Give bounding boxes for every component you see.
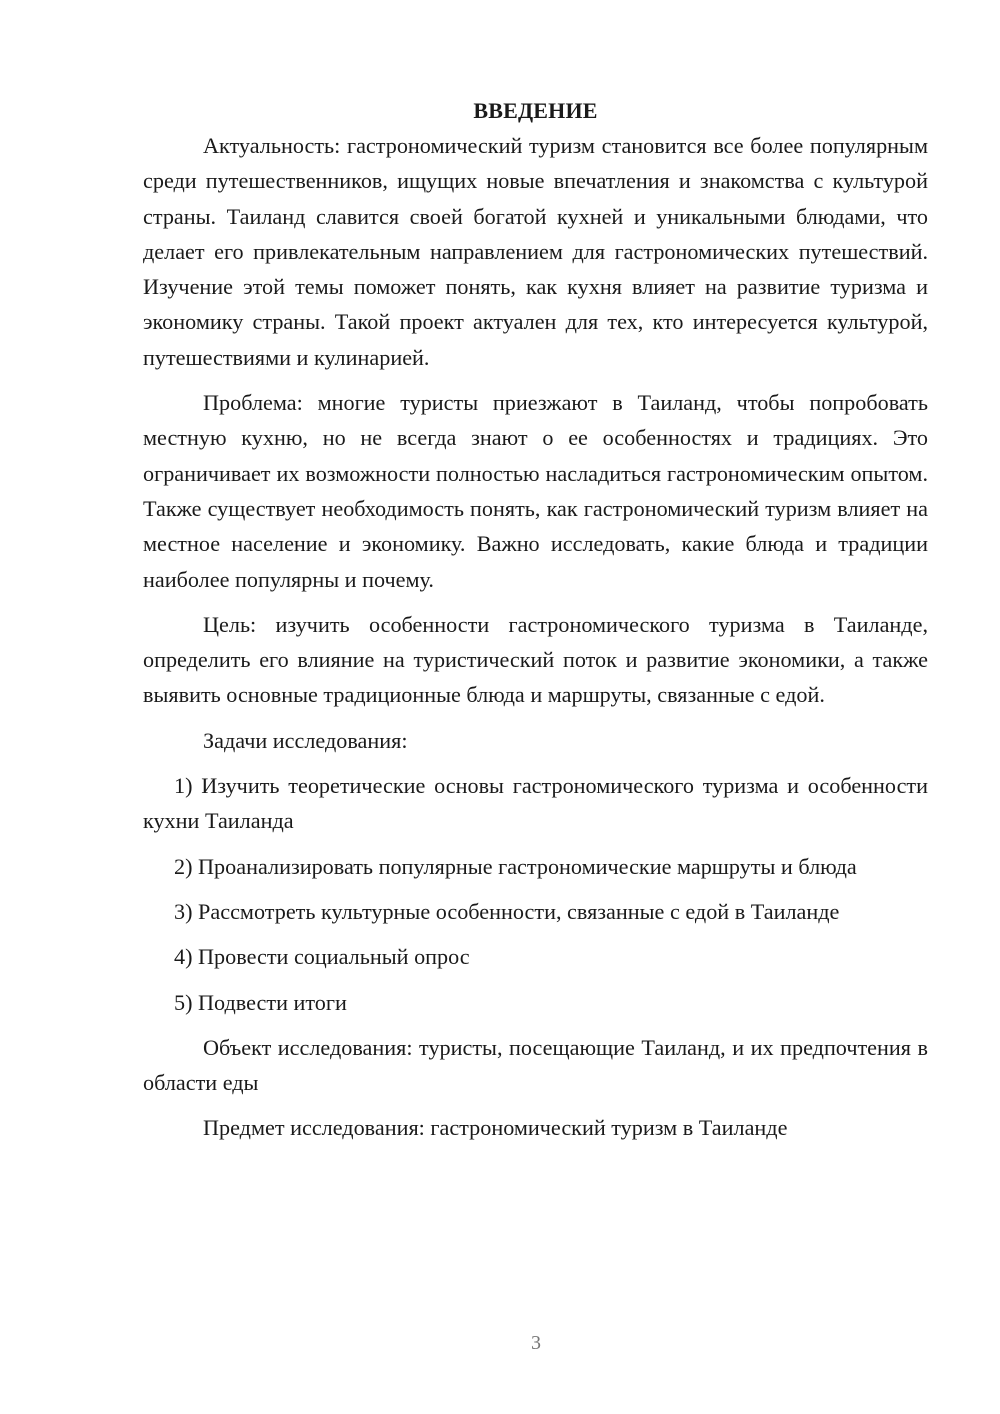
paragraph-problem: Проблема: многие туристы приезжают в Таиланд, чтобы попробовать местную кухню, но не всегда знают о ее особенностях и традициях. Это ограничивает их возможности полностью насладиться гастрономическим опытом. Также существует необходимость понять, как гастрономический туризм влияет на местное население и экономику. Важно исследовать, какие блюда и традиции наиболее популярны и почему. (143, 390, 928, 592)
task-item-1: 1) Изучить теоретические основы гастрономического туризма и особенности кухни Таиланда (143, 773, 928, 834)
document-page (143, 96, 928, 1156)
section-heading: ВВЕДЕНИЕ (473, 98, 598, 123)
paragraph-subject: Предмет исследования: гастрономический туризм в Таиланде (203, 1115, 788, 1141)
task-item-3: 3) Рассмотреть культурные особенности, связанные с едой в Таиланде (174, 898, 840, 924)
task-item-5: 5) Подвести итоги (174, 989, 347, 1015)
task-item-2: 2) Проанализировать популярные гастрономические маршруты и блюда (174, 853, 857, 879)
paragraph-goal: Цель: изучить особенности гастрономического туризма в Таиланде, определить его влияние на туристический поток и развитие экономики, а также выявить основные традиционные блюда и маршруты, связанные с едой. (143, 611, 928, 708)
task-item-4: 4) Провести социальный опрос (174, 944, 470, 970)
paragraph-object: Объект исследования: туристы, посещающие Таиланд, и их предпочтения в области еды (143, 1034, 928, 1096)
tasks-title: Задачи исследования: (203, 727, 408, 753)
page-number: 3 (531, 1332, 541, 1354)
paragraph-relevance: Актуальность: гастрономический туризм становится все более популярным среди путешественников, ищущих новые впечатления и знакомства с культурой страны. Таиланд славится своей богатой кухней и уникальными блюдами, что делает его привлекательным направлением для гастрономических путешествий. Изучение этой темы поможет понять, как кухня влияет на развитие туризма и экономику страны. Такой проект актуален для тех, кто интересуется культурой, путешествиями и кулинарией. (143, 133, 928, 370)
